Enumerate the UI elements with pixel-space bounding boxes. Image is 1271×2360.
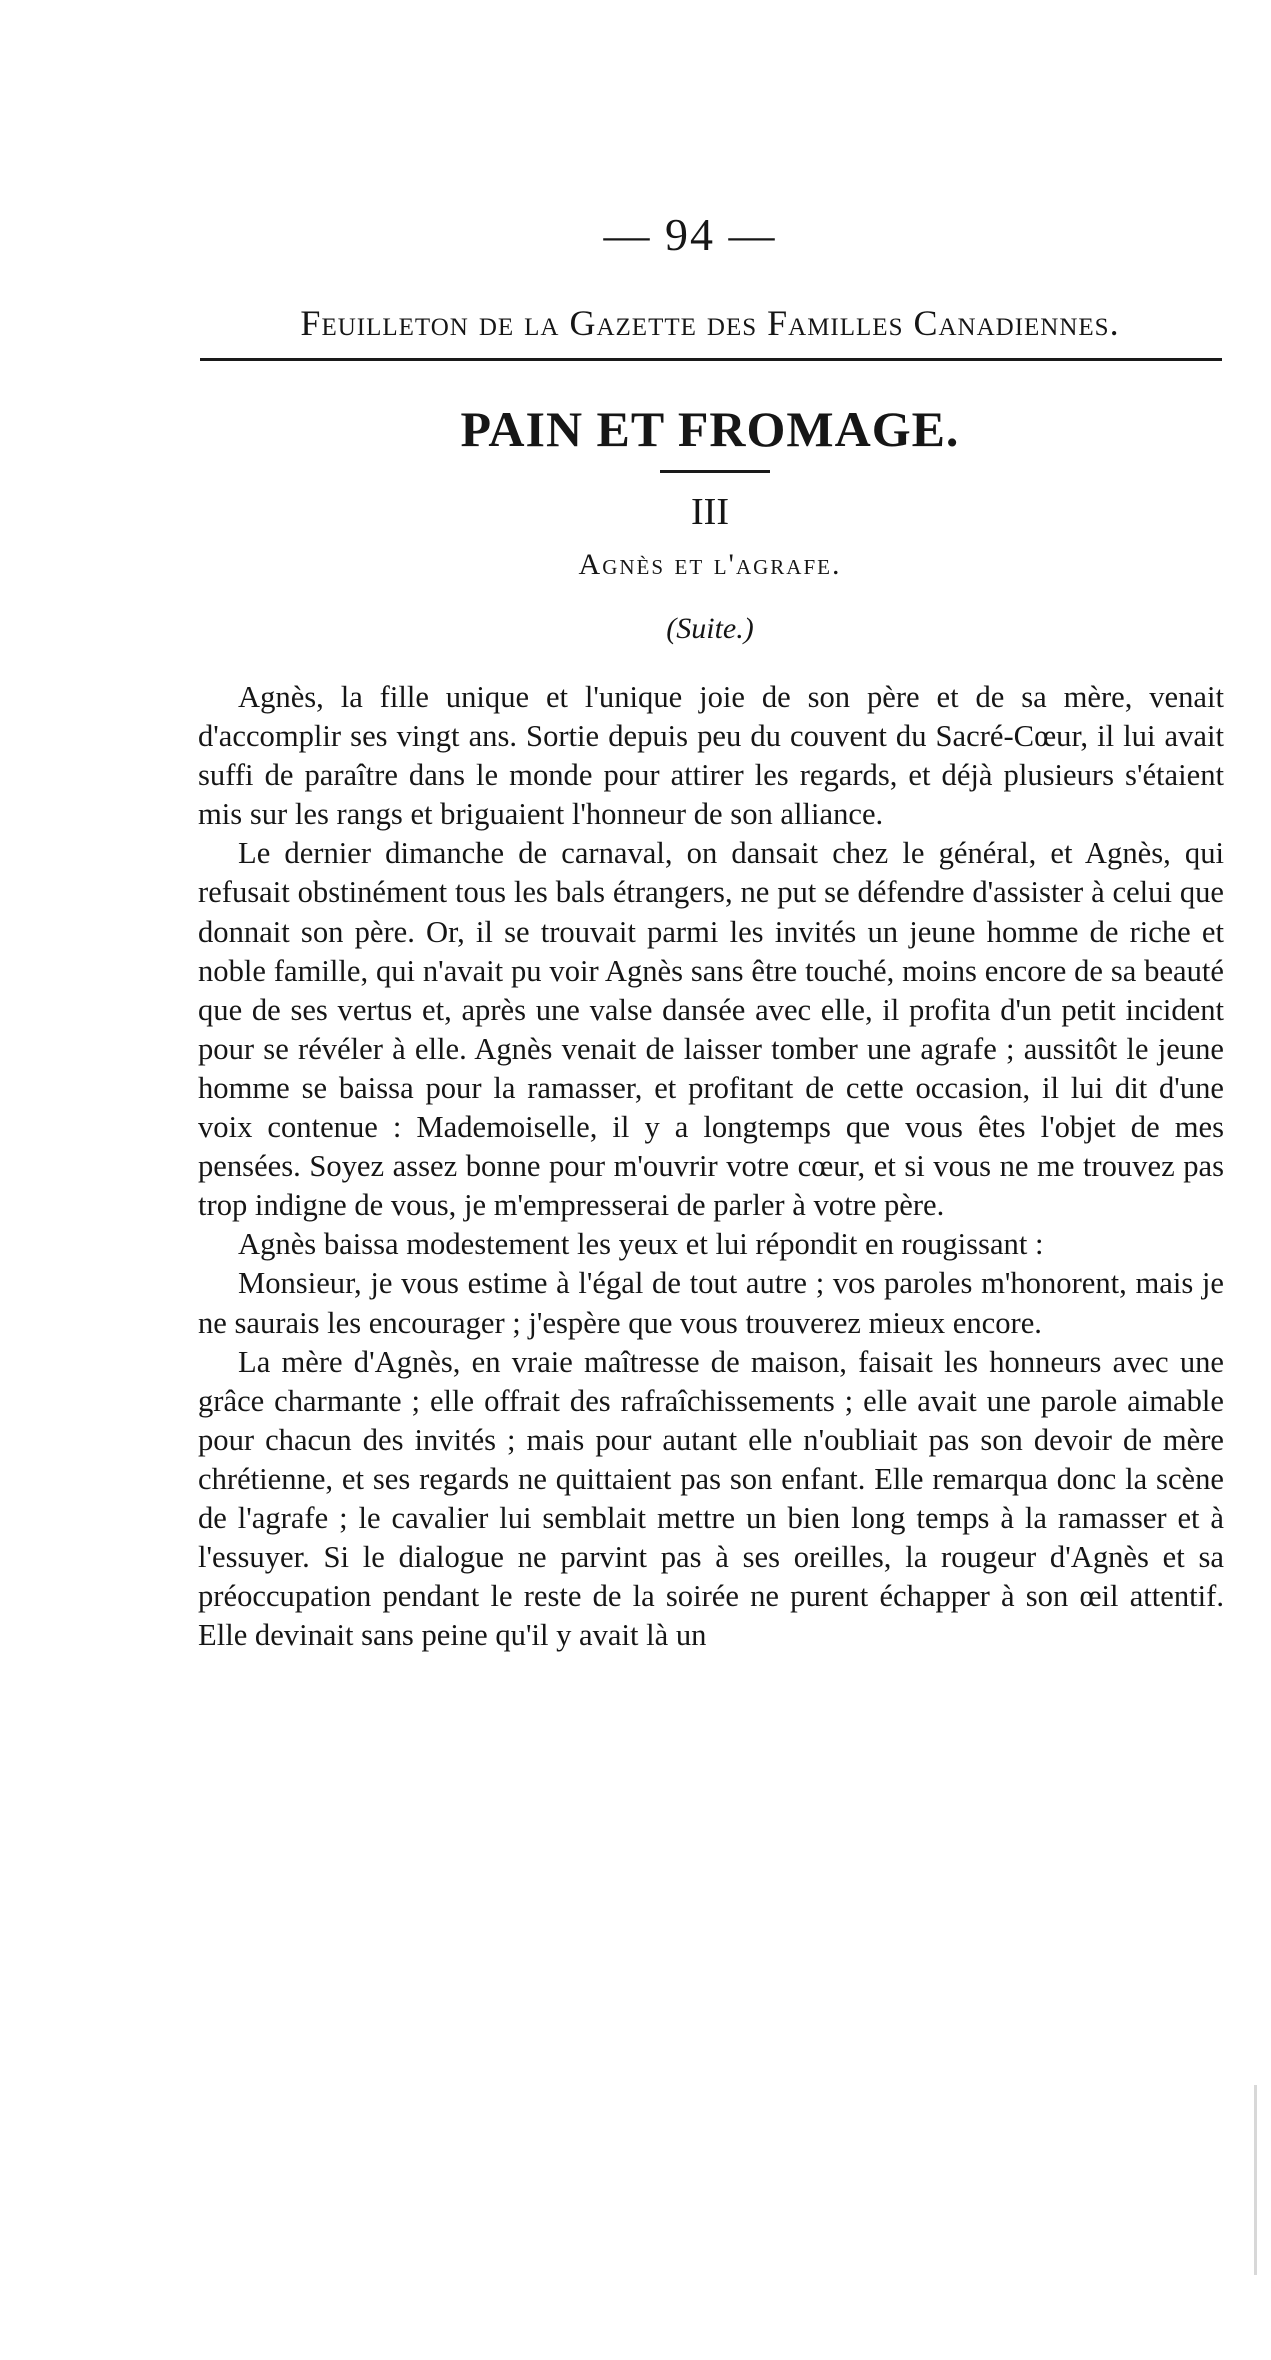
paragraph: Agnès, la fille unique et l'unique joie de son père et de sa mère, venait d'accomplir ses vingt ans. Sortie depuis peu du couvent du Sacré-Cœur, il lui avait suffi de paraître dans le monde pour attirer les regards, et déjà plusieurs s'étaient mis sur les rangs et briguaient l'honneur de son alliance.: [198, 680, 1224, 832]
page-edge-mark: [1254, 2085, 1257, 2275]
continued-note: (Suite.): [666, 612, 754, 645]
paragraph: Monsieur, je vous estime à l'égal de tout autre ; vos paroles m'honorent, mais je ne saurais les encourager ; j'espère que vous trouverez mieux encore.: [198, 1266, 1224, 1340]
header-rule: [200, 358, 1222, 361]
title-rule: [660, 470, 770, 473]
paragraph: Agnès baissa modestement les yeux et lui répondit en rougissant :: [238, 1227, 1044, 1262]
chapter-number: III: [691, 491, 729, 533]
running-head: Feuilleton de la Gazette des Familles Canadiennes.: [300, 303, 1120, 343]
paragraph: La mère d'Agnès, en vraie maîtresse de maison, faisait les honneurs avec une grâce charmante ; elle offrait des rafraîchissements ; elle avait une parole aimable pour chacun des invités ; mais pour autant elle n'oubliait pas son devoir de mère chrétienne, et ses regards ne quittaient pas son enfant. Elle remarqua donc la scène de l'agrafe ; le cavalier lui semblait mettre un bien long temps à la ramasser et à l'essuyer. Si le dialogue ne parvint pas à ses oreilles, la rougeur d'Agnès et sa préoccupation pendant le reste de la soirée ne purent échapper à son œil attentif. Elle devinait sans peine qu'il y avait là un: [198, 1344, 1224, 1653]
story-title: PAIN ET FROMAGE.: [460, 401, 960, 457]
chapter-title: Agnès et l'agrafe.: [578, 548, 842, 581]
page-number: — 94 —: [603, 209, 777, 260]
body-text: [198, 678, 1224, 1655]
paragraph: Le dernier dimanche de carnaval, on dansait chez le général, et Agnès, qui refusait obstinément tous les bals étrangers, ne put se défendre d'assister à celui que donnait son père. Or, il se trouvait parmi les invités un jeune homme de riche et noble famille, qui n'avait pu voir Agnès sans être touché, moins encore de sa beauté que de ses vertus et, après une valse dansée avec elle, il profita d'un petit incident pour se révéler à elle. Agnès venait de laisser tomber une agrafe ; aussitôt le jeune homme se baissa pour la ramasser, et profitant de cette occasion, il lui dit d'une voix contenue : Mademoiselle, il y a longtemps que vous êtes l'objet de mes pensées. Soyez assez bonne pour m'ouvrir votre cœur, et si vous ne me trouvez pas trop indigne de vous, je m'empresserai de parler à votre père.: [198, 836, 1224, 1223]
